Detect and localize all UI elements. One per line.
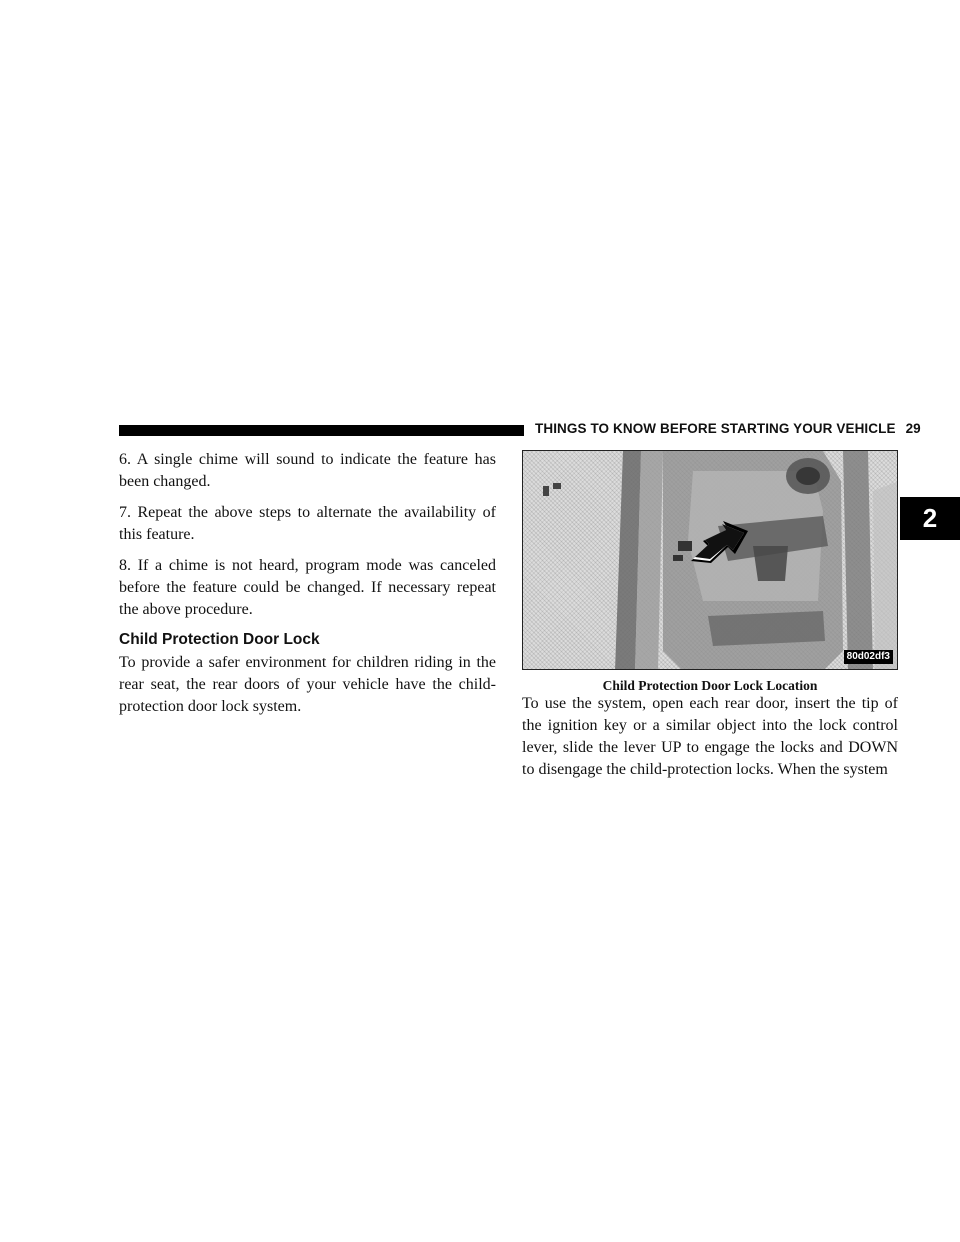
running-header: [535, 421, 921, 436]
right-column: [522, 693, 898, 790]
page-number: 29: [905, 421, 921, 436]
left-column: [119, 449, 496, 727]
step-8-paragraph: 8. If a chime is not heard, program mode was canceled before the feature could be changed. If necessary repeat the above procedure.: [119, 557, 496, 618]
usage-paragraph: To use the system, open each rear door, insert the tip of the ignition key or a similar object into the lock control lever, slide the lever UP to engage the locks and DOWN to disengage the child-protection locks. When the system: [522, 695, 898, 778]
header-rule: [119, 425, 524, 436]
intro-paragraph: To provide a safer environment for children riding in the rear seat, the rear doors of your vehicle have the child-protection door lock system.: [119, 654, 496, 715]
figure-id-label: 80d02df3: [844, 650, 893, 664]
step-6-paragraph: 6. A single chime will sound to indicate the feature has been changed.: [119, 451, 496, 490]
chapter-tab: 2: [900, 497, 960, 540]
section-heading: Child Protection Door Lock: [119, 631, 320, 648]
step-7-paragraph: 7. Repeat the above steps to alternate the availability of this feature.: [119, 504, 496, 543]
door-illustration: [523, 451, 898, 670]
section-title: THINGS TO KNOW BEFORE STARTING YOUR VEHICLE: [535, 421, 896, 436]
door-lock-figure: [522, 450, 898, 670]
figure-caption: Child Protection Door Lock Location: [602, 678, 818, 693]
